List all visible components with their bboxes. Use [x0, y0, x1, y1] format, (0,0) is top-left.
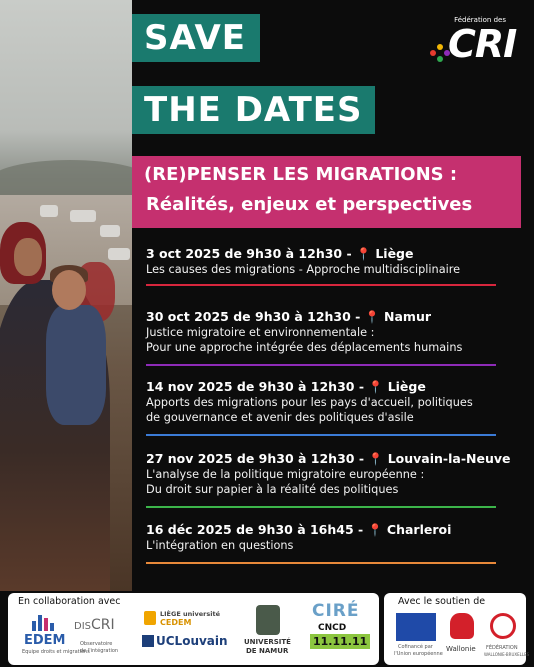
event-city: Charleroi [386, 522, 452, 537]
edem-wordmark: EDEM [24, 633, 66, 648]
fwb-logo [484, 611, 530, 663]
location-pin-icon: 📍 [368, 380, 384, 394]
fwb-emblem-icon [490, 613, 516, 639]
subtitle-line1: (RE)PENSER LES MIGRATIONS : [144, 164, 458, 185]
discri-logo [74, 613, 130, 661]
uliege-wordmark: LIÈGE université [160, 610, 220, 618]
event-date: 30 oct 2025 de 9h30 à 12h30 - [146, 309, 361, 324]
event-4 [146, 451, 516, 508]
cedem-wordmark: CEDEM [160, 618, 192, 627]
location-pin-icon: 📍 [364, 310, 380, 324]
photo-refugee-mother-child [0, 0, 132, 591]
event-description-line1: Justice migratoire et environnementale : [146, 326, 375, 339]
federation-cri-logo [430, 14, 520, 74]
wallonie-logo [444, 611, 480, 663]
divider-green [146, 506, 496, 508]
event-description: L'intégration en questions [146, 539, 294, 552]
event-1 [146, 246, 516, 286]
discri-wordmark: CRI [91, 617, 115, 633]
event-city: Liège [387, 379, 426, 394]
event-date: 14 nov 2025 de 9h30 à 12h30 - [146, 379, 365, 394]
cire-wordmark: CIRÉ [312, 601, 360, 621]
partners-label: En collaboration avec [18, 596, 121, 607]
unamur-line1: UNIVERSITÉ [244, 638, 291, 646]
rooster-icon [450, 613, 474, 639]
eu-flag-icon [396, 613, 436, 641]
event-description-line2: Pour une approche intégrée des déplacements humains [146, 341, 463, 354]
event-description-line1: Apports des migrations pour les pays d'accueil, politiques [146, 396, 473, 409]
subtitle-line2: Réalités, enjeux et perspectives [146, 194, 473, 215]
unamur-emblem-icon [256, 605, 280, 635]
cri-wordmark: CRI [448, 22, 517, 66]
event-3 [146, 379, 516, 436]
uliege-cedem-uclouvain-logos [140, 605, 238, 661]
edem-subtitle: Equipe droits et migrations [22, 649, 90, 655]
event-2 [146, 309, 516, 366]
unamur-line2: DE NAMUR [246, 647, 289, 655]
eu-subtitle-1: Cofinancé par [398, 644, 433, 650]
event-description-line2: Du droit sur papier à la réalité des politiques [146, 483, 399, 496]
sponsors-label: Avec le soutien de [398, 596, 486, 607]
subtitle-band [132, 156, 521, 228]
cire-cncd-logos [304, 601, 374, 661]
headline-the-dates: THE DATES [132, 86, 375, 134]
event-city: Namur [384, 309, 432, 324]
event-description-line2: de gouvernance et avenir des politiques d'asile [146, 411, 414, 424]
discri-prefix: DIS [74, 621, 91, 632]
cncd-wordmark: CNCD [318, 623, 347, 633]
unamur-logo [244, 603, 296, 661]
event-date: 27 nov 2025 de 9h30 à 12h30 - [146, 451, 365, 466]
cri-dots-icon [430, 44, 450, 64]
event-5 [146, 522, 516, 564]
event-city: Liège [375, 246, 414, 261]
divider-orange [146, 562, 496, 564]
discri-subtitle-1: Observatoire [80, 641, 113, 647]
divider-purple [146, 364, 496, 366]
event-city: Louvain-la-Neuve [387, 451, 511, 466]
cncd-number: 11.11.11 [310, 634, 370, 649]
event-date: 16 déc 2025 de 9h30 à 16h45 - [146, 522, 364, 537]
headline-save: SAVE [132, 14, 260, 62]
eu-subtitle-2: l'Union européenne [394, 651, 443, 657]
eu-logo [394, 611, 443, 663]
wallonie-wordmark: Wallonie [446, 645, 476, 653]
location-pin-icon: 📍 [367, 523, 383, 537]
uclouvain-icon [142, 635, 154, 647]
partners-panel [8, 593, 379, 665]
uclouvain-wordmark: UCLouvain [156, 634, 228, 648]
fwb-subtitle: WALLONIE-BRUXELLES [484, 652, 530, 657]
uliege-icon [144, 611, 156, 625]
discri-subtitle-2: de l'intégration [80, 648, 119, 654]
divider-red [146, 284, 496, 286]
event-description: Les causes des migrations - Approche multidisciplinaire [146, 263, 461, 276]
edem-bars-icon [32, 615, 54, 631]
divider-blue [146, 434, 496, 436]
event-date: 3 oct 2025 de 9h30 à 12h30 - [146, 246, 352, 261]
event-description-line1: L'analyse de la politique migratoire européenne : [146, 468, 425, 481]
location-pin-icon: 📍 [356, 247, 371, 261]
fwb-wordmark: FÉDÉRATION [486, 645, 518, 651]
sponsors-panel [384, 593, 530, 665]
federation-label: Fédération des [454, 16, 506, 24]
location-pin-icon: 📍 [368, 452, 384, 466]
